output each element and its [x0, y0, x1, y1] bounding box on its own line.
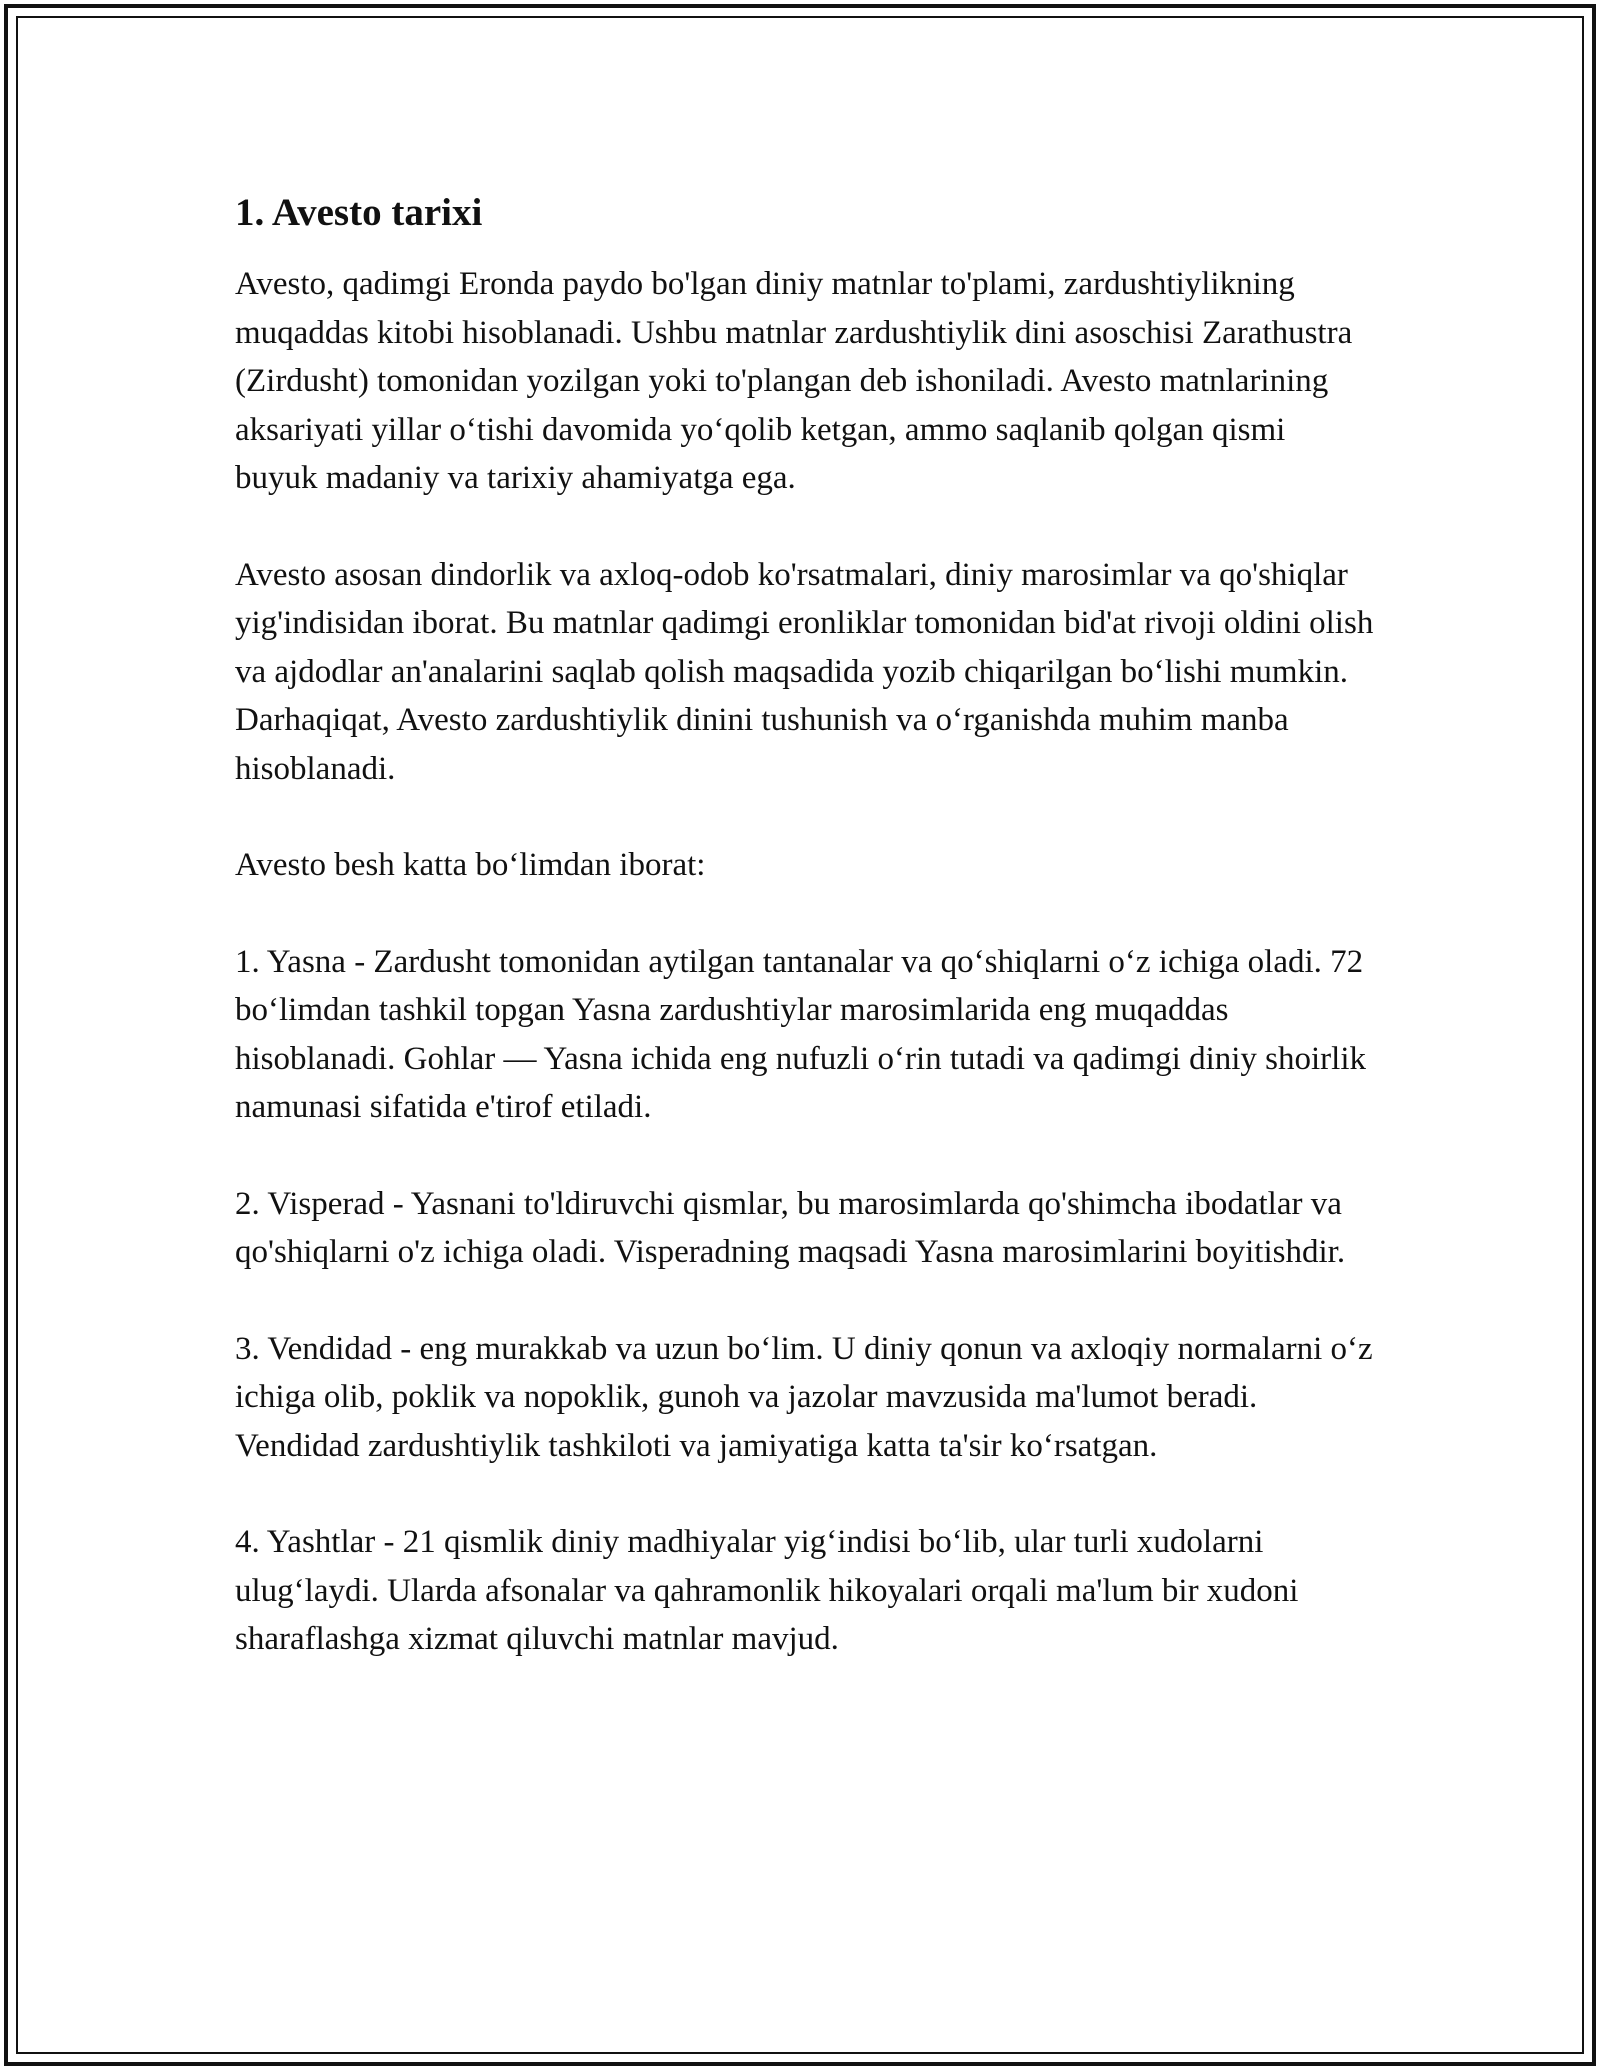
list-item-yasna: 1. Yasna - Zardusht tomonidan aytilgan tantanalar va qo‘shiqlarni o‘z ichiga oladi. 72 bo‘limdan tashkil topgan Yasna zardushtiylar marosimlarida eng muqaddas hisoblanadi. Gohlar — Yasna ichida eng nufuzli o‘rin tutadi va qadimgi diniy shoirlik namunasi sifatida e'tirof etiladi. — [235, 943, 1366, 1125]
paragraph-intro: Avesto, qadimgi Eronda paydo bo'lgan diniy matnlar to'plami, zardushtiylikning muqaddas kitobi hisoblanadi. Ushbu matnlar zardushtiylik dini asoschisi Zarathustra (Zirdusht) tomonidan yozilgan yoki to'plangan deb ishoniladi. Avesto matnlarining aksariyati yillar o‘tishi davomida yo‘qolib ketgan, ammo saqlanib qolgan qismi buyuk madaniy va tarixiy ahamiyatga ega. — [235, 266, 1353, 496]
paragraph-content: Avesto asosan dindorlik va axloq-odob ko'rsatmalari, diniy marosimlar va qo'shiqlar yig'indisidan iborat. Bu matnlar qadimgi eronliklar tomonidan bid'at rivoji oldini olish va ajdodlar an'analarini saqlab qolish maqsadida yozib chiqarilgan bo‘lishi mumkin. Darhaqiqat, Avesto zardushtiylik dinini tushunish va o‘rganishda muhim manba hisoblanadi. — [235, 556, 1374, 787]
section-heading: 1. Avesto tarixi — [235, 191, 483, 234]
list-item-visperad: 2. Visperad - Yasnani to'ldiruvchi qismlar, bu marosimlarda qo'shimcha ibodatlar va qo'shiqlarni o'z ichiga oladi. Visperadning maqsadi Yasna marosimlarini boyitishdir. — [235, 1185, 1346, 1270]
paragraph-sections-intro: Avesto besh katta bo‘limdan iborat: — [235, 847, 706, 883]
document-body — [235, 188, 1375, 1712]
list-item-yashtlar: 4. Yashtlar - 21 qismlik diniy madhiyalar yig‘indisi bo‘lib, ular turli xudolarni ulug‘laydi. Ularda afsonalar va qahramonlik hikoyalari orqali ma'lum bir xudoni sharaflashga xizmat qiluvchi matnlar mavjud. — [235, 1524, 1299, 1657]
list-item-vendidad: 3. Vendidad - eng murakkab va uzun bo‘lim. U diniy qonun va axloqiy normalarni o‘z ichiga olib, poklik va nopoklik, gunoh va jazolar mavzusida ma'lumot beradi. Vendidad zardushtiylik tashkiloti va jamiyatiga katta ta'sir ko‘rsatgan. — [235, 1330, 1373, 1464]
